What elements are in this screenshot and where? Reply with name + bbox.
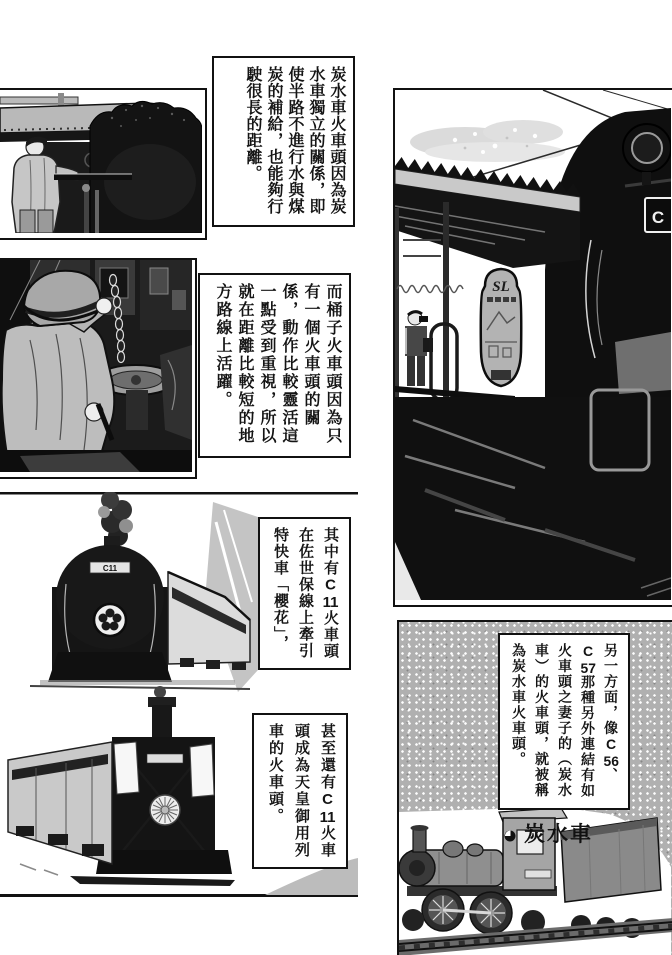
caption-sakura-express — [258, 517, 351, 670]
steam-dome — [443, 841, 463, 857]
panel-station-sl — [393, 88, 672, 607]
caption-imperial-train — [252, 713, 348, 869]
caption-tender-naming — [498, 633, 630, 810]
caption-sakura-express-text: 其中有C11火車頭在佐世保線上牽引特快車「櫻花」， — [272, 527, 339, 660]
chrysanthemum-crest — [150, 795, 180, 825]
caption-tank-loco-text: 而桶子火車頭因為只有一個火車頭的關係，動作比較靈活這一點受到重視，所以就在距離比較短的地方路線上活躍。 — [214, 283, 341, 445]
panel-turntable-mechanic — [0, 258, 197, 479]
camera — [419, 316, 428, 322]
cab-handrail — [54, 174, 132, 180]
station-illustration — [395, 90, 671, 600]
imperial-cars-left — [8, 742, 112, 864]
caption-tender-naming-text: 另一方面，像C56、C57那種另外連結有如火車頭之妻子的（炭水車）的火車頭，就被稱為炭水車火車頭。 — [511, 643, 619, 799]
turntable-illustration — [0, 260, 192, 472]
caption-imperial-train-text: 甚至還有C11火車頭成為天皇御用列車的火車頭。 — [267, 723, 336, 859]
chimney — [413, 828, 426, 852]
caption-tender-loco — [212, 56, 355, 227]
tender-label: 炭水車 — [524, 823, 593, 846]
panel-tender-cab — [0, 88, 207, 240]
caption-tender-loco-text: 炭水車火車頭因為炭水車獨立的關係，即使半路不進行水與煤炭的補給，也能夠行駛很長的距離。 — [244, 66, 345, 215]
sl-headmark-text: SL — [492, 279, 510, 295]
sakura-headmark — [94, 604, 126, 636]
tender-cab-illustration — [0, 90, 202, 233]
coal-pile — [90, 101, 202, 233]
left-flag — [114, 742, 139, 794]
c11-imperial-locomotive — [8, 686, 235, 886]
strip-top-rule — [0, 492, 358, 495]
ground-shadow — [70, 876, 235, 886]
number-plate-letter: C — [651, 208, 665, 227]
cab-number-plate — [525, 870, 551, 878]
mechanic-glove — [96, 298, 112, 314]
caption-tank-loco — [198, 273, 351, 458]
c11-number-plate-text: C11 — [102, 564, 118, 573]
right-flag — [190, 744, 214, 797]
imperial-number-plate — [147, 754, 183, 763]
sl-headmark-plaque — [481, 269, 522, 386]
